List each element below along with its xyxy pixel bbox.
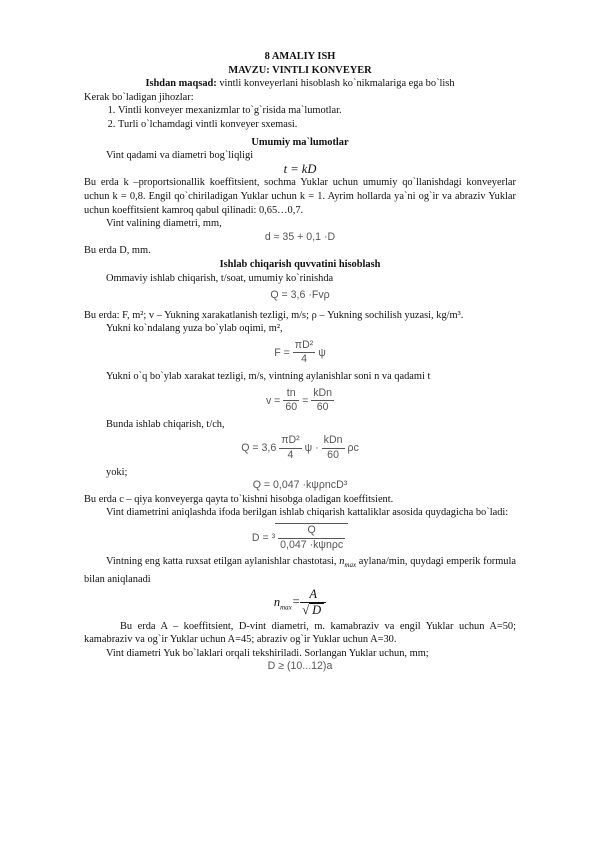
formula-diameter: D = ³ $\frac{Q}{\text{0,047 ·kψnρc}}$: [84, 523, 516, 552]
formula-check: D ≥ (10...12)a: [267, 660, 333, 673]
topic-title: MAVZU: VINTLI KONVEYER: [228, 64, 372, 76]
paragraph: Vint valining diametri, mm,: [106, 218, 222, 230]
tools-heading: Kerak bo`ladigan jihozlar:: [84, 91, 194, 103]
paragraph: Bu erda: F, m²; v – Yukning xarakatlanish tezligi, m/s; ρ – Yukning sochilish yuzasi, kg/m³.: [84, 309, 464, 321]
section-capacity: Ishlab chiqarish quvvatini hisoblash: [219, 258, 381, 270]
formula-step: t = kD: [283, 161, 317, 176]
formula-nmax: $n_{max}=$ $\frac{A}{√ D}$: [84, 588, 516, 617]
formula-velocity: v = $\frac{tn}{60}$ = $\frac{\text{kDn}}{60}$: [265, 386, 333, 414]
list-item: 2. Turli o`lchamdagi vintli konveyer sxemasi.: [118, 118, 516, 132]
paragraph: yoki;: [106, 466, 128, 478]
section-general: Umumiy ma`lumotlar: [251, 136, 349, 148]
formula-shaft-diameter: d ≈ 35 + 0,1 ·D: [264, 230, 336, 243]
tools-list: [84, 104, 516, 131]
formula-capacity-short: Q = 0,047 ·kψρncD³: [252, 479, 348, 492]
paragraph: Yukni ko`ndalang yuza bo`ylab oqimi, m²,: [106, 323, 283, 335]
aim-text: vintli konveyerlani hisoblash ko`nikmalariga ega bo`lish: [216, 78, 455, 90]
paragraph: Vintning eng katta ruxsat etilgan aylanishlar chastotasi, $n_{max}$ aylana/min, quydagi emperik formula bilan aniqlanadi: [84, 556, 517, 585]
document-page: [84, 50, 516, 674]
formula-capacity-full: Q = 3,6 $\frac{\text{πD²}}{4}$ ψ · $\frac{\text{kDn}}{60}$ ρc: [241, 434, 359, 462]
paragraph: Ommaviy ishlab chiqarish, t/soat, umumiy ko`rinishda: [106, 272, 334, 284]
paragraph: Bu erda k –proportsionallik koeffitsient, sochma Yuklar uchun umumiy qo`llanishdagi konveyerlar uchun k = 0,8. Engil qo`chiriladigan Yuklar uchun k = 1. Ayrim hollarda ya`ni og`ir va abraziv Yuklar uchun koeffitsient kamroq qabul qilinadi: 0,65…0,7.: [84, 177, 516, 216]
paragraph: Vint diametri Yuk bo`laklari orqali tekshiriladi. Sorlangan Yuklar uchun, mm;: [106, 647, 429, 659]
formula-capacity: Q = 3,6 ·Fvρ: [270, 289, 330, 302]
aim-line: [84, 77, 516, 91]
paragraph: Vint qadami va diametri bog`liqligi: [106, 150, 254, 162]
paragraph: Bu erda A – koeffitsient, D-vint diametri, m. kamabraziv va engil Yuklar uchun A=50; kamabraziv va og`ir Yuklar uchun A=45; abraziv og`ir Yuklar uchun A=30.: [84, 620, 516, 646]
formula-area: F = $\frac{\text{πD²}}{4}$ ψ: [274, 338, 326, 366]
paragraph: Vint diametrini aniqlashda ifoda berilgan ishlab chiqarish kattaliklar asosida quydagicha bo`ladi:: [106, 507, 509, 519]
lab-number: 8 AMALIY ISH: [264, 51, 336, 62]
aim-label: Ishdan maqsad:: [145, 78, 217, 90]
paragraph: Yukni o`q bo`ylab xarakat tezligi, m/s, vintning aylanishlar soni n va qadami t: [106, 371, 431, 383]
paragraph: Bu erda D, mm.: [84, 245, 151, 257]
list-item: 1. Vintli konveyer mexanizmlar to`g`risida ma`lumotlar.: [118, 104, 516, 118]
paragraph: Bunda ishlab chiqarish, t/ch,: [106, 418, 225, 430]
paragraph: Bu erda c – qiya konveyerga qayta to`kishni hisobga oladigan koeffitsient.: [84, 493, 394, 505]
nmax-symbol: $n_{max}$: [339, 556, 357, 570]
